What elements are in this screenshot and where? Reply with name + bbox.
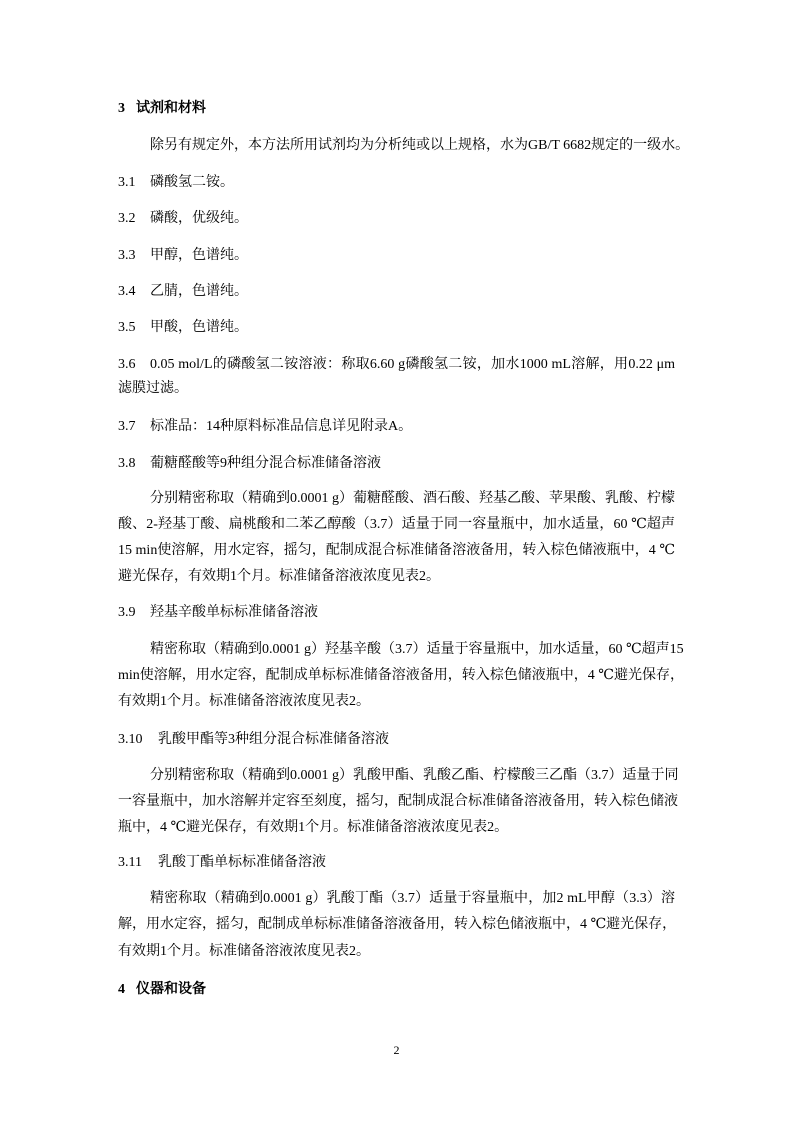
paragraph-line: 分别精密称取（精确到0.0001 g）葡糖醛酸、酒石酸、羟基乙酸、苹果酸、乳酸、柠檬 [150, 491, 675, 506]
clause-number: 3.3 [118, 248, 136, 263]
section-heading-4 [0, 980, 793, 1000]
clause-text: 标准品：14种原料标准品信息详见附录A。 [150, 419, 413, 434]
section-intro: 除另有规定外，本方法所用试剂均为分析纯或以上规格，水为GB/T 6682规定的一级水。 [150, 138, 690, 153]
clause-number: 3.4 [118, 284, 136, 299]
clause-3-9-heading [0, 603, 793, 623]
clause-text-continued: 滤膜过滤。 [118, 381, 188, 396]
clause-text: 乙腈，色谱纯。 [150, 284, 248, 299]
clause-3-5 [0, 318, 793, 338]
paragraph-line: 解，用水定容，摇匀，配制成单标标准储备溶液备用，转入棕色储液瓶中，4 ℃避光保存， [118, 917, 677, 932]
paragraph-line: 15 min使溶解，用水定容，摇匀，配制成混合标准储备溶液备用，转入棕色储液瓶中，4 ℃ [118, 543, 675, 558]
paragraph-line: min使溶解，用水定容，配制成单标标准储备溶液备用，转入棕色储液瓶中，4 ℃避光保存， [118, 668, 684, 683]
clause-3-8-heading [0, 454, 793, 474]
paragraph-line: 有效期1个月。标准储备溶液浓度见表2。 [118, 944, 370, 959]
clause-text: 0.05 mol/L的磷酸氢二铵溶液：称取6.60 g磷酸氢二铵，加水1000 mL溶解，用0.22 μm [150, 357, 675, 372]
clause-3-6 [0, 355, 793, 375]
paragraph-line: 避光保存，有效期1个月。标准储备溶液浓度见表2。 [118, 569, 440, 584]
paragraph-line: 精密称取（精确到0.0001 g）羟基辛酸（3.7）适量于容量瓶中，加水适量，60 ℃超声15 [150, 642, 684, 657]
clause-3-1 [0, 173, 793, 193]
section-number: 4 [118, 982, 125, 997]
clause-number: 3.2 [118, 211, 136, 226]
clause-number: 3.10 [118, 732, 143, 747]
paragraph-line: 一容量瓶中，加水溶解并定容至刻度，摇匀，配制成混合标准储备溶液备用，转入棕色储液 [118, 794, 678, 809]
clause-3-3 [0, 246, 793, 266]
clause-3-11-heading [0, 853, 793, 873]
clause-number: 3.1 [118, 175, 136, 190]
clause-title: 葡糖醛酸等9种组分混合标准储备溶液 [150, 456, 381, 471]
paragraph-line: 分别精密称取（精确到0.0001 g）乳酸甲酯、乳酸乙酯、柠檬酸三乙酯（3.7）适量于同 [150, 768, 679, 783]
clause-number: 3.8 [118, 456, 136, 471]
clause-3-2 [0, 209, 793, 229]
clause-text: 甲醇，色谱纯。 [150, 248, 248, 263]
clause-text: 甲酸，色谱纯。 [150, 320, 248, 335]
page-number: 2 [393, 1043, 400, 1057]
paragraph-line: 酸、2-羟基丁酸、扁桃酸和二苯乙醇酸（3.7）适量于同一容量瓶中，加水适量，60 ℃超声 [118, 517, 675, 532]
clause-title: 乳酸甲酯等3种组分混合标准储备溶液 [158, 732, 389, 747]
clause-3-4 [0, 282, 793, 302]
section-title: 仪器和设备 [136, 982, 206, 997]
paragraph-line: 精密称取（精确到0.0001 g）乳酸丁酯（3.7）适量于容量瓶中，加2 mL甲醇（3.3）溶 [150, 891, 675, 906]
clause-number: 3.5 [118, 320, 136, 335]
section-number: 3 [118, 101, 125, 116]
clause-text: 磷酸，优级纯。 [150, 211, 248, 226]
paragraph-line: 瓶中，4 ℃避光保存，有效期1个月。标准储备溶液浓度见表2。 [118, 820, 509, 835]
clause-3-10-heading [0, 730, 793, 750]
clause-3-7 [0, 417, 793, 437]
clause-number: 3.6 [118, 357, 136, 372]
section-heading-3 [0, 99, 793, 119]
clause-number: 3.11 [118, 855, 142, 870]
clause-number: 3.9 [118, 605, 136, 620]
clause-number: 3.7 [118, 419, 136, 434]
paragraph-line: 有效期1个月。标准储备溶液浓度见表2。 [118, 694, 370, 709]
section-title: 试剂和材料 [136, 101, 206, 116]
clause-text: 磷酸氢二铵。 [150, 175, 234, 190]
clause-title: 羟基辛酸单标标准储备溶液 [150, 605, 318, 620]
clause-title: 乳酸丁酯单标标准储备溶液 [158, 855, 326, 870]
